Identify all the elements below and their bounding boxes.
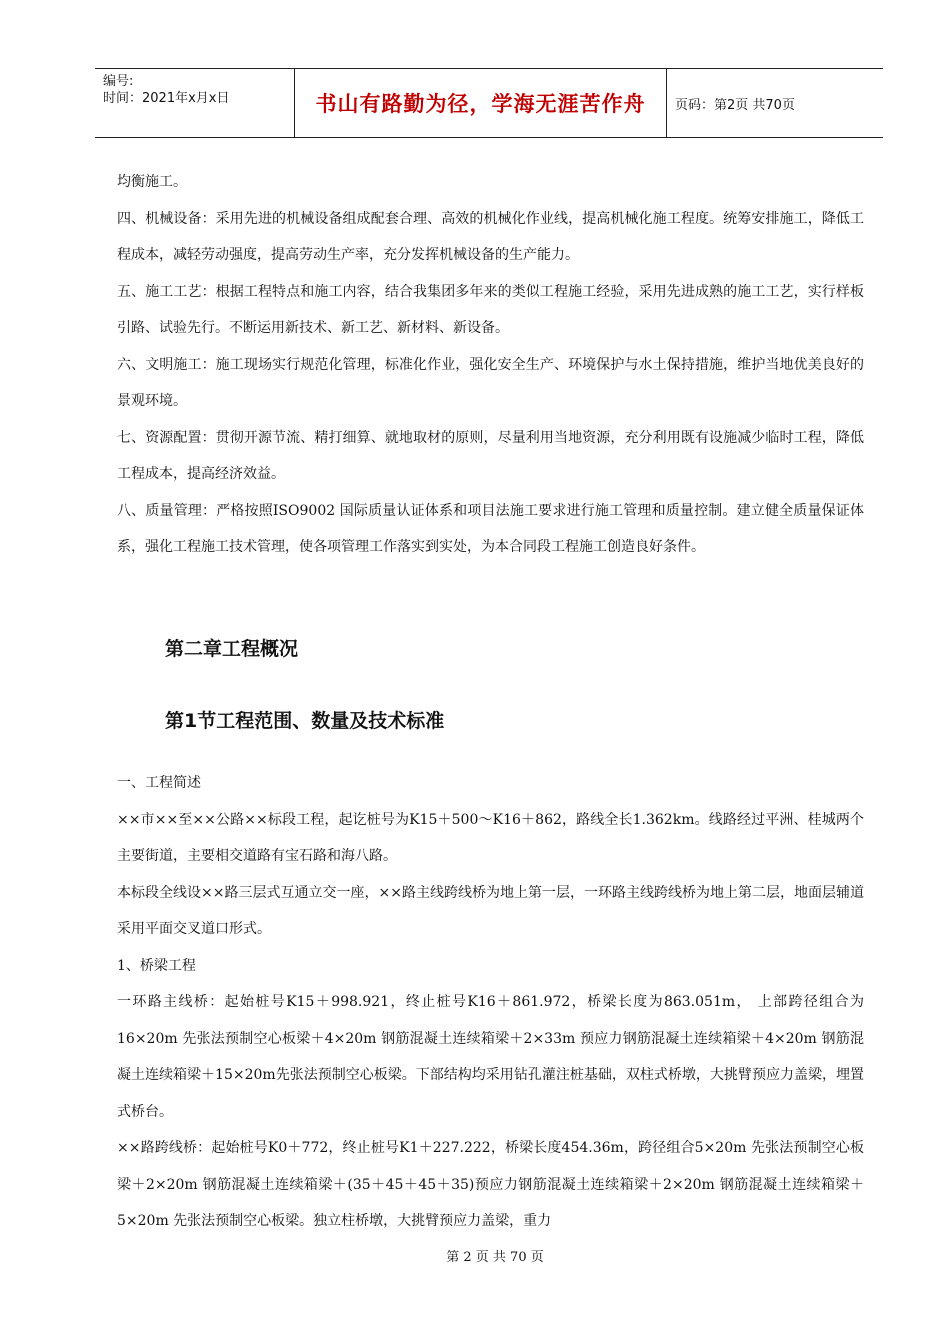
- paragraph: ××路跨线桥：起始桩号K0＋772，终止桩号K1＋227.222，桥梁长度454.36m，跨径组合5×20m 先张法预制空心板梁＋2×20m 钢筋混凝土连续箱梁＋(35＋45＋45＋35)预应力钢筋混凝土连续箱梁＋2×20m 钢筋混凝土连续箱梁＋5×20m 先张法预制空心板梁。独立柱桥墩，大挑臂预应力盖梁，重力: [117, 1140, 864, 1229]
- page-header: [95, 68, 883, 138]
- paragraph: 四、机械设备：采用先进的机械设备组成配套合理、高效的机械化作业线，提高机械化施工程度。统筹安排施工，降低工程成本，减轻劳动强度，提高劳动生产率，充分发挥机械设备的生产能力。: [117, 210, 864, 263]
- paragraph: 五、施工工艺：根据工程特点和施工内容，结合我集团多年来的类似工程施工经验，采用先进成熟的施工工艺，实行样板引路、试验先行。不断运用新技术、新工艺、新材料、新设备。: [117, 283, 864, 336]
- page-label: 页码：第2页 共70页: [675, 97, 795, 113]
- paragraph: 1、桥梁工程: [117, 957, 196, 974]
- page-footer: 第 2 页 共 70 页: [446, 1250, 544, 1265]
- chapter-title: 第二章工程概况: [165, 638, 299, 660]
- paragraph: 六、文明施工：施工现场实行规范化管理，标准化作业，强化安全生产、环境保护与水土保持措施，维护当地优美良好的景观环境。: [117, 356, 864, 409]
- paragraph: 七、资源配置：贯彻开源节流、精打细算、就地取材的原则，尽量利用当地资源，充分利用既有设施减少临时工程，降低工程成本，提高经济效益。: [117, 429, 864, 482]
- header-meta: [95, 69, 295, 137]
- date-label: 时间：2021年x月x日: [103, 91, 230, 106]
- body-bottom: [117, 765, 864, 1240]
- paragraph: 八、质量管理：严格按照ISO9002 国际质量认证体系和项目法施工要求进行施工管理和质量控制。建立健全质量保证体系，强化工程施工技术管理，使各项管理工作落实到实处，为本合同段工程施工创造良好条件。: [117, 502, 864, 555]
- paragraph: 一环路主线桥：起始桩号K15＋998.921，终止桩号K16＋861.972，桥梁长度为863.051m， 上部跨径组合为16×20m 先张法预制空心板梁＋4×20m 钢筋混凝土连续箱梁＋2×33m 预应力钢筋混凝土连续箱梁＋4×20m 钢筋混凝土连续箱梁＋15×20m先张法预制空心板梁。下部结构均采用钻孔灌注桩基础，双柱式桥墩，大挑臂预应力盖梁，埋置式桥台。: [117, 994, 864, 1120]
- paragraph: ××市××至××公路××标段工程，起讫桩号为K15＋500～K16＋862，路线全长1.362km。线路经过平洲、桂城两个主要街道，主要相交道路有宝石路和海八路。: [117, 811, 864, 864]
- motto: 书山有路勤为径，学海无涯苦作舟: [315, 92, 646, 116]
- section-title: 第1节工程范围、数量及技术标准: [165, 710, 445, 732]
- code-label: 编号:: [103, 74, 134, 89]
- header-motto-cell: [295, 69, 667, 137]
- paragraph: 本标段全线设××路三层式互通立交一座，××路主线跨线桥为地上第一层，一环路主线跨线桥为地上第二层，地面层辅道采用平面交叉道口形式。: [117, 884, 864, 937]
- body-top: [117, 164, 864, 566]
- paragraph: 均衡施工。: [117, 174, 187, 190]
- header-page-cell: [667, 69, 883, 137]
- paragraph: 一、工程简述: [117, 775, 201, 791]
